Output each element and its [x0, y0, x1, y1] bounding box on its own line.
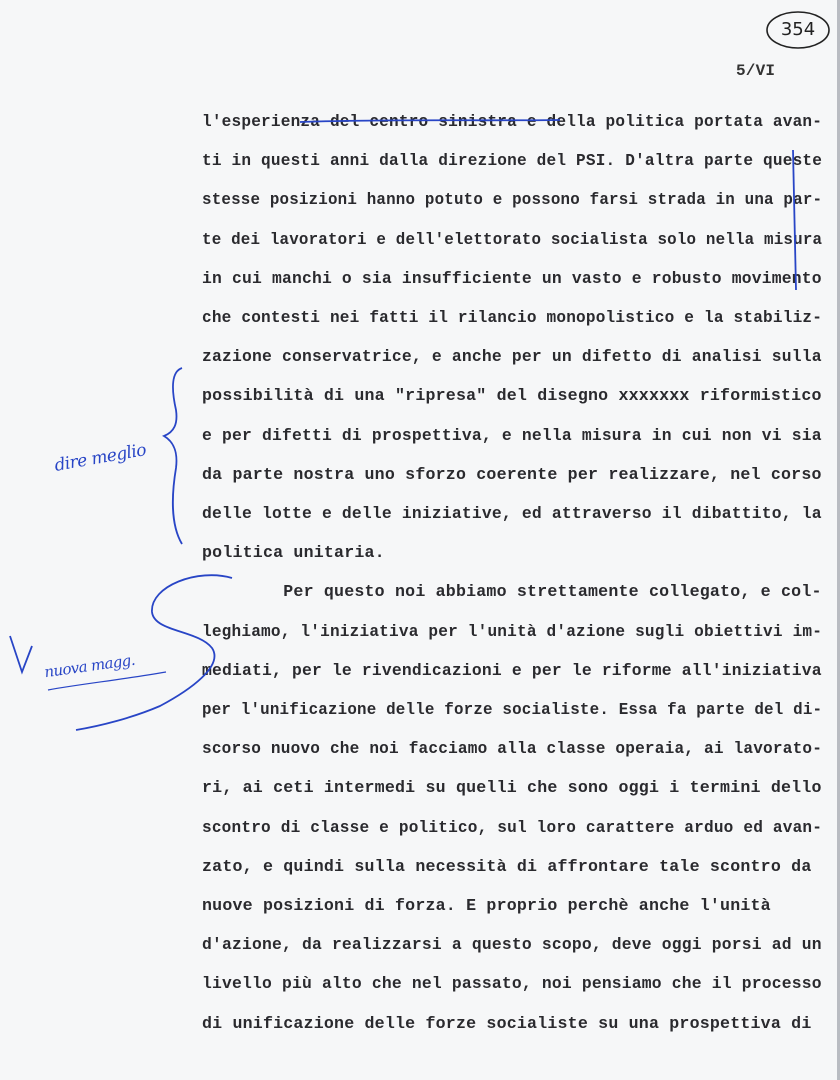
margin-note-dire-meglio: dire meglio [52, 440, 148, 476]
text-line: stesse posizioni hanno potuto e possono farsi strada in una par- [202, 190, 823, 210]
text-line: nuove posizioni di forza. E proprio perchè anche l'unità [202, 896, 771, 915]
text-line: in cui manchi o sia insufficiente un vasto e robusto movimento [202, 268, 822, 288]
text-line: politica unitaria. [202, 543, 385, 563]
text-line: mediati, per le rivendicazioni e per le riforme all'iniziativa [202, 660, 822, 680]
text-line: per l'unificazione delle forze socialiste. Essa fa parte del di- [202, 700, 823, 719]
text-line: d'azione, da realizzarsi a questo scopo, deve oggi porsi ad un [202, 935, 822, 955]
text-line: possibilità di una "ripresa" del disegno xxxxxxx riformistico [202, 386, 822, 406]
margin-curly-brace [164, 368, 182, 544]
text-line: ri, ai ceti intermedi su quelli che sono oggi i termini dello [202, 778, 822, 798]
text-line: scontro di classe e politico, sul loro carattere arduo ed avan- [202, 817, 823, 837]
text-line: zazione conservatrice, e anche per un difetto di analisi sulla [202, 347, 822, 367]
text-line: livello più alto che nel passato, noi pensiamo che il processo [202, 974, 822, 994]
page-number: 5/VI [736, 62, 776, 80]
text-line: delle lotte e delle iniziative, ed attraverso il dibattito, la [202, 504, 822, 523]
margin-v-stroke [10, 636, 32, 672]
text-line: zato, e quindi sulla necessità di affrontare tale scontro da [202, 856, 812, 876]
margin-note-nuova-magg: nuova magg. [43, 650, 136, 682]
text-line: che contesti nei fatti il rilancio monopolistico e la stabiliz- [202, 308, 823, 327]
text-line: da parte nostra uno sforzo coerente per realizzare, nel corso [202, 464, 822, 484]
text-line: ti in questi anni dalla direzione del PSI. D'altra parte queste [202, 151, 823, 171]
text-line: Per questo noi abbiamo strettamente collegato, e col- [202, 582, 822, 602]
archive-number: 354 [780, 19, 816, 40]
text-line: di unificazione delle forze socialiste su una prospettiva di [202, 1013, 812, 1033]
text-line: scorso nuovo che noi facciamo alla classe operaia, ai lavorato- [202, 739, 823, 759]
text-line: e per difetti di prospettiva, e nella misura in cui non vi sia [202, 425, 822, 445]
text-line: te dei lavoratori e dell'elettorato socialista solo nella misura [202, 229, 823, 249]
text-line: leghiamo, l'iniziativa per l'unità d'azione sugli obiettivi im- [202, 621, 823, 641]
text-line: l'esperienza del centro sinistra e della politica portata avan- [202, 112, 823, 131]
